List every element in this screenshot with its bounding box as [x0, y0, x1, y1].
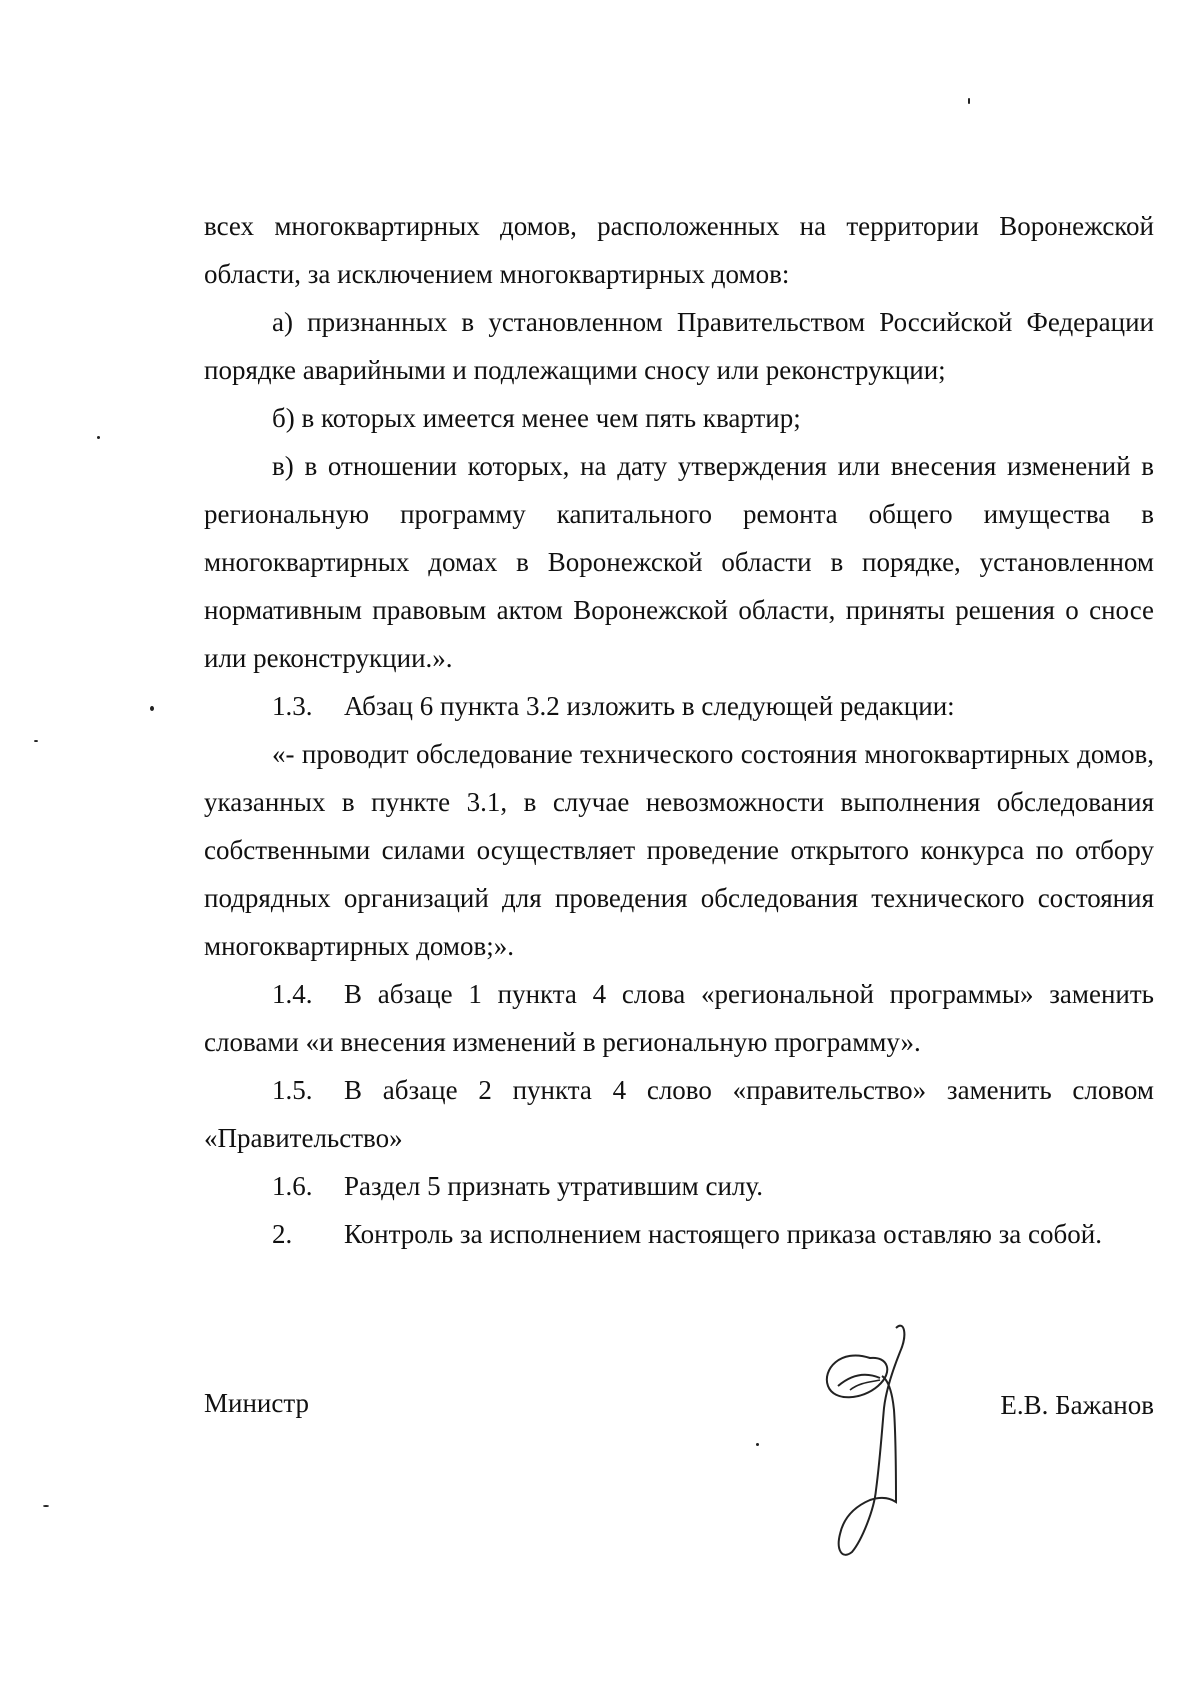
paragraph-quoted-edit: «- проводит обследование технического состояния многоквартирных домов, указанных в пункте 3.1, в случае невозможности выполнения обследования собственными силами осуществляет проведение открытого конкурса по отбору подрядных организаций для проведения обследования технического состояния многоквартирных домов;». — [204, 739, 1154, 961]
item-text: В абзаце 2 пункта 4 слово «правительство» заменить словом «Правительство» — [204, 1075, 1154, 1153]
paragraph-item-a: а) признанных в установленном Правительством Российской Федерации порядке аварийными и подлежащими сносу или реконструкции; — [204, 307, 1154, 385]
item-number: 1.3. — [272, 691, 313, 721]
item-number: 2. — [272, 1219, 293, 1249]
scan-mark — [97, 436, 100, 439]
item-number: 1.5. — [272, 1075, 313, 1105]
handwritten-signature — [800, 1320, 980, 1580]
item-1-3 — [204, 682, 1154, 730]
signer-name: Е.В. Бажанов — [1000, 1390, 1154, 1420]
signature-block — [204, 1380, 1154, 1440]
item-1-4 — [204, 970, 1154, 1066]
item-text: В абзаце 1 пункта 4 слова «региональной программы» заменить словами «и внесения изменений в региональную программу». — [204, 979, 1154, 1057]
item-number: 1.6. — [272, 1171, 313, 1201]
item-text: Абзац 6 пункта 3.2 изложить в следующей редакции: — [344, 691, 955, 721]
paragraph-item-b: б) в которых имеется менее чем пять квартир; — [272, 403, 801, 433]
item-1-5 — [204, 1066, 1154, 1162]
scan-mark — [34, 740, 38, 742]
paragraph-continuation: всех многоквартирных домов, расположенных на территории Воронежской области, за исключением многоквартирных домов: — [204, 211, 1154, 289]
item-text: Раздел 5 признать утратившим силу. — [344, 1171, 763, 1201]
position-title: Министр — [204, 1388, 309, 1418]
scan-mark — [968, 98, 970, 104]
scan-mark — [756, 1443, 759, 1446]
item-text: Контроль за исполнением настоящего приказа оставляю за собой. — [344, 1219, 1102, 1249]
scan-mark — [150, 706, 154, 711]
item-2 — [204, 1210, 1154, 1258]
paragraph-item-v: в) в отношении которых, на дату утверждения или внесения изменений в региональную программу капитального ремонта общего имущества в многоквартирных домах в Воронежской области в порядке, установленном нормативным правовым актом Воронежской области, приняты решения о сносе или реконструкции.». — [204, 451, 1154, 673]
document-body — [204, 202, 1154, 1258]
item-1-6 — [204, 1162, 1154, 1210]
scan-mark — [43, 1505, 49, 1507]
item-number: 1.4. — [272, 979, 313, 1009]
